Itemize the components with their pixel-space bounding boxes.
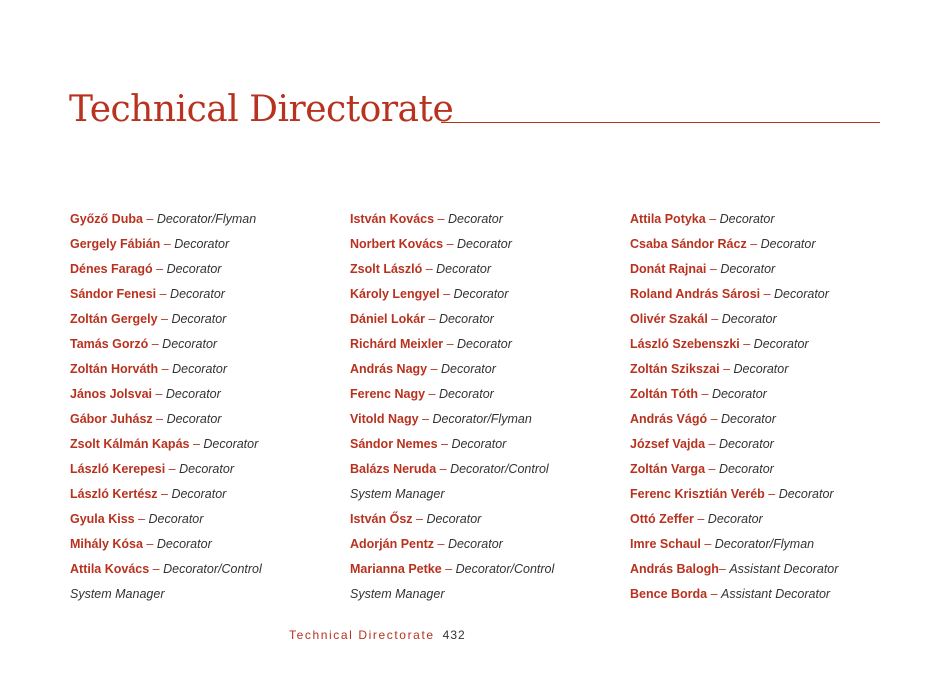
dash-separator: – (434, 537, 448, 551)
staff-entry (630, 582, 900, 607)
staff-name: Gyula Kiss (70, 512, 135, 526)
staff-entry (70, 332, 340, 357)
staff-name: István Ősz (350, 512, 413, 526)
dash-separator: – (157, 312, 172, 326)
staff-name: László Szebenszki (630, 337, 740, 351)
dash-separator: – (152, 387, 166, 401)
dash-separator: – (443, 237, 457, 251)
staff-role: Decorator (753, 337, 809, 351)
dash-separator: – (437, 437, 452, 451)
dash-separator: – (746, 237, 761, 251)
staff-name: Ferenc Krisztián Veréb (630, 487, 765, 501)
dash-separator: – (142, 537, 157, 551)
staff-name: Adorján Pentz (350, 537, 435, 551)
staff-name: László Kertész (70, 487, 158, 501)
staff-role: Decorator (436, 262, 492, 276)
staff-name: Ottó Zeffer (630, 512, 694, 526)
staff-name: Vitold Nagy (350, 412, 419, 426)
dash-separator: – (418, 412, 433, 426)
staff-entry (630, 482, 900, 507)
staff-name: András Vágó (630, 412, 708, 426)
dash-separator: – (152, 412, 167, 426)
staff-role: Decorator (457, 337, 512, 351)
dash-separator: – (158, 362, 173, 376)
dash-separator: – (707, 587, 722, 601)
staff-role: Decorator (171, 312, 227, 326)
dash-separator: – (719, 362, 734, 376)
staff-entry (630, 307, 900, 332)
staff-entry (70, 482, 340, 507)
staff-name: Zoltán Tóth (630, 387, 699, 401)
staff-name: Attila Potyka (630, 212, 706, 226)
staff-entry (630, 457, 900, 482)
dash-separator: – (427, 362, 442, 376)
staff-entry (350, 432, 620, 457)
staff-entry (350, 282, 620, 307)
staff-entry (630, 207, 900, 232)
staff-entry (630, 507, 900, 532)
staff-name: Balázs Neruda (350, 462, 437, 476)
staff-role: Decorator (156, 537, 212, 551)
staff-entry (70, 582, 340, 607)
staff-entry (630, 257, 900, 282)
dash-separator: – (705, 437, 719, 451)
staff-name: János Jolsvai (70, 387, 152, 401)
staff-role: Decorator/Control (163, 562, 262, 576)
dash-separator: – (152, 262, 167, 276)
staff-role: Decorator (166, 262, 222, 276)
staff-name: Sándor Fenesi (70, 287, 157, 301)
staff-entry (70, 307, 340, 332)
staff-entry (350, 582, 620, 607)
dash-separator: – (189, 437, 204, 451)
dash-separator: – (142, 212, 157, 226)
dash-separator: – (165, 462, 180, 476)
dash-separator: – (157, 487, 172, 501)
staff-entry (350, 357, 620, 382)
staff-role: Decorator (721, 412, 776, 426)
staff-role: Decorator (447, 212, 503, 226)
staff-role: Decorator (166, 412, 222, 426)
staff-name: Attila Kovács (70, 562, 150, 576)
dash-separator: – (739, 337, 754, 351)
staff-role: Decorator (719, 212, 775, 226)
staff-role: Decorator (172, 362, 227, 376)
staff-role: Decorator (203, 437, 259, 451)
footer-section-title: Technical Directorate (289, 628, 435, 642)
staff-entry (350, 482, 620, 507)
dash-separator: – (705, 212, 720, 226)
staff-entry (70, 557, 340, 582)
staff-role: Decorator (718, 462, 774, 476)
staff-role: Decorator (718, 437, 774, 451)
staff-name: Zoltán Szikszai (630, 362, 720, 376)
staff-name: Tamás Gorzó (70, 337, 149, 351)
staff-role: Decorator (778, 487, 834, 501)
dash-separator: – (434, 212, 448, 226)
page-footer (289, 626, 466, 644)
staff-name: Zsolt László (350, 262, 423, 276)
staff-role: Decorator (148, 512, 204, 526)
staff-role: Decorator (733, 362, 789, 376)
staff-name: Sándor Nemes (350, 437, 438, 451)
staff-name: József Vajda (630, 437, 706, 451)
staff-name: Károly Lengyel (350, 287, 440, 301)
staff-entry (350, 457, 620, 482)
staff-entry (350, 532, 620, 557)
staff-name: Zsolt Kálmán Kapás (70, 437, 190, 451)
page-number: 432 (442, 628, 466, 642)
staff-entry (350, 407, 620, 432)
staff-role: Decorator (438, 387, 494, 401)
dash-separator: – (698, 387, 712, 401)
staff-entry (630, 357, 900, 382)
dash-separator: – (134, 512, 149, 526)
staff-role: System Manager (350, 587, 445, 601)
dash-separator: – (149, 562, 164, 576)
staff-role: Decorator (447, 537, 503, 551)
staff-name: Zoltán Varga (630, 462, 706, 476)
dash-separator: – (441, 562, 456, 576)
dash-separator: – (160, 237, 175, 251)
staff-entry (630, 557, 900, 582)
dash-separator: – (148, 337, 163, 351)
staff-role: Decorator (441, 362, 496, 376)
dash-separator: – (764, 487, 779, 501)
staff-role: Decorator (721, 312, 777, 326)
staff-role: Decorator (165, 387, 221, 401)
staff-name: István Kovács (350, 212, 435, 226)
staff-entry (70, 232, 340, 257)
staff-entry (350, 207, 620, 232)
staff-entry (350, 382, 620, 407)
staff-name: Dániel Lokár (350, 312, 426, 326)
dash-separator: – (718, 562, 730, 576)
staff-name: Ferenc Nagy (350, 387, 426, 401)
staff-name: Gergely Fábián (70, 237, 161, 251)
dash-separator: – (425, 387, 439, 401)
staff-name: Marianna Petke (350, 562, 442, 576)
staff-role: Decorator (171, 487, 227, 501)
staff-entry (630, 332, 900, 357)
staff-entry (630, 382, 900, 407)
staff-entry (630, 232, 900, 257)
staff-name: Richárd Meixler (350, 337, 444, 351)
staff-role: Assistant Decorator (729, 562, 839, 576)
dash-separator: – (707, 412, 722, 426)
staff-role: Decorator (711, 387, 767, 401)
staff-entry (70, 507, 340, 532)
staff-name: Olivér Szakál (630, 312, 708, 326)
staff-role: Decorator (707, 512, 763, 526)
staff-name: Csaba Sándor Rácz (630, 237, 747, 251)
staff-entry (70, 382, 340, 407)
staff-role: Decorator (453, 287, 509, 301)
dash-separator: – (706, 262, 721, 276)
staff-column-2 (350, 207, 620, 607)
staff-entry (350, 507, 620, 532)
staff-name: Zoltán Gergely (70, 312, 158, 326)
staff-entry (350, 232, 620, 257)
staff-role: Decorator (179, 462, 234, 476)
staff-entry (630, 432, 900, 457)
staff-role: System Manager (350, 487, 445, 501)
staff-entry (70, 207, 340, 232)
staff-role: Assistant Decorator (721, 587, 831, 601)
staff-entry (350, 257, 620, 282)
staff-role: Decorator (162, 337, 218, 351)
staff-name: Dénes Faragó (70, 262, 153, 276)
staff-column-1 (70, 207, 340, 607)
staff-role: Decorator/Flyman (156, 212, 257, 226)
dash-separator: – (422, 262, 437, 276)
staff-role: Decorator/Control (455, 562, 555, 576)
staff-name: Imre Schaul (630, 537, 701, 551)
staff-entry (70, 432, 340, 457)
staff-entry (630, 532, 900, 557)
staff-entry (70, 282, 340, 307)
dash-separator: – (439, 287, 454, 301)
staff-name: Norbert Kovács (350, 237, 444, 251)
staff-entry (70, 357, 340, 382)
staff-entry (350, 557, 620, 582)
staff-role: Decorator/Control (450, 462, 549, 476)
staff-name: Zoltán Horváth (70, 362, 159, 376)
staff-entry (630, 407, 900, 432)
staff-column-3 (630, 207, 900, 607)
staff-name: Győző Duba (70, 212, 143, 226)
staff-role: Decorator (174, 237, 230, 251)
staff-role: Decorator (720, 262, 776, 276)
dash-separator: – (693, 512, 708, 526)
staff-role: System Manager (70, 587, 165, 601)
dash-separator: – (700, 537, 715, 551)
staff-entry (630, 282, 900, 307)
dash-separator: – (436, 462, 451, 476)
staff-role: Decorator (170, 287, 225, 301)
staff-role: Decorator (760, 237, 816, 251)
staff-entry (70, 257, 340, 282)
dash-separator: – (425, 312, 439, 326)
dash-separator: – (156, 287, 171, 301)
staff-role: Decorator (451, 437, 507, 451)
staff-role: Decorator (774, 287, 829, 301)
staff-name: András Nagy (350, 362, 428, 376)
dash-separator: – (705, 462, 719, 476)
title-rule (441, 122, 880, 123)
dash-separator: – (412, 512, 427, 526)
staff-entry (350, 332, 620, 357)
staff-name: Donát Rajnai (630, 262, 707, 276)
staff-name: Bence Borda (630, 587, 708, 601)
staff-name: László Kerepesi (70, 462, 166, 476)
page-title: Technical Directorate (69, 89, 454, 130)
staff-role: Decorator (438, 312, 494, 326)
dash-separator: – (443, 337, 457, 351)
staff-name: András Balogh (630, 562, 719, 576)
staff-role: Decorator (457, 237, 512, 251)
staff-name: Gábor Juhász (70, 412, 153, 426)
staff-role: Decorator (426, 512, 482, 526)
staff-entry (70, 532, 340, 557)
staff-name: Mihály Kósa (70, 537, 143, 551)
staff-role: Decorator/Flyman (714, 537, 815, 551)
dash-separator: – (760, 287, 775, 301)
staff-entry (350, 307, 620, 332)
staff-entry (70, 407, 340, 432)
staff-role: Decorator/Flyman (432, 412, 532, 426)
staff-name: Roland András Sárosi (630, 287, 761, 301)
staff-entry (70, 457, 340, 482)
dash-separator: – (707, 312, 722, 326)
